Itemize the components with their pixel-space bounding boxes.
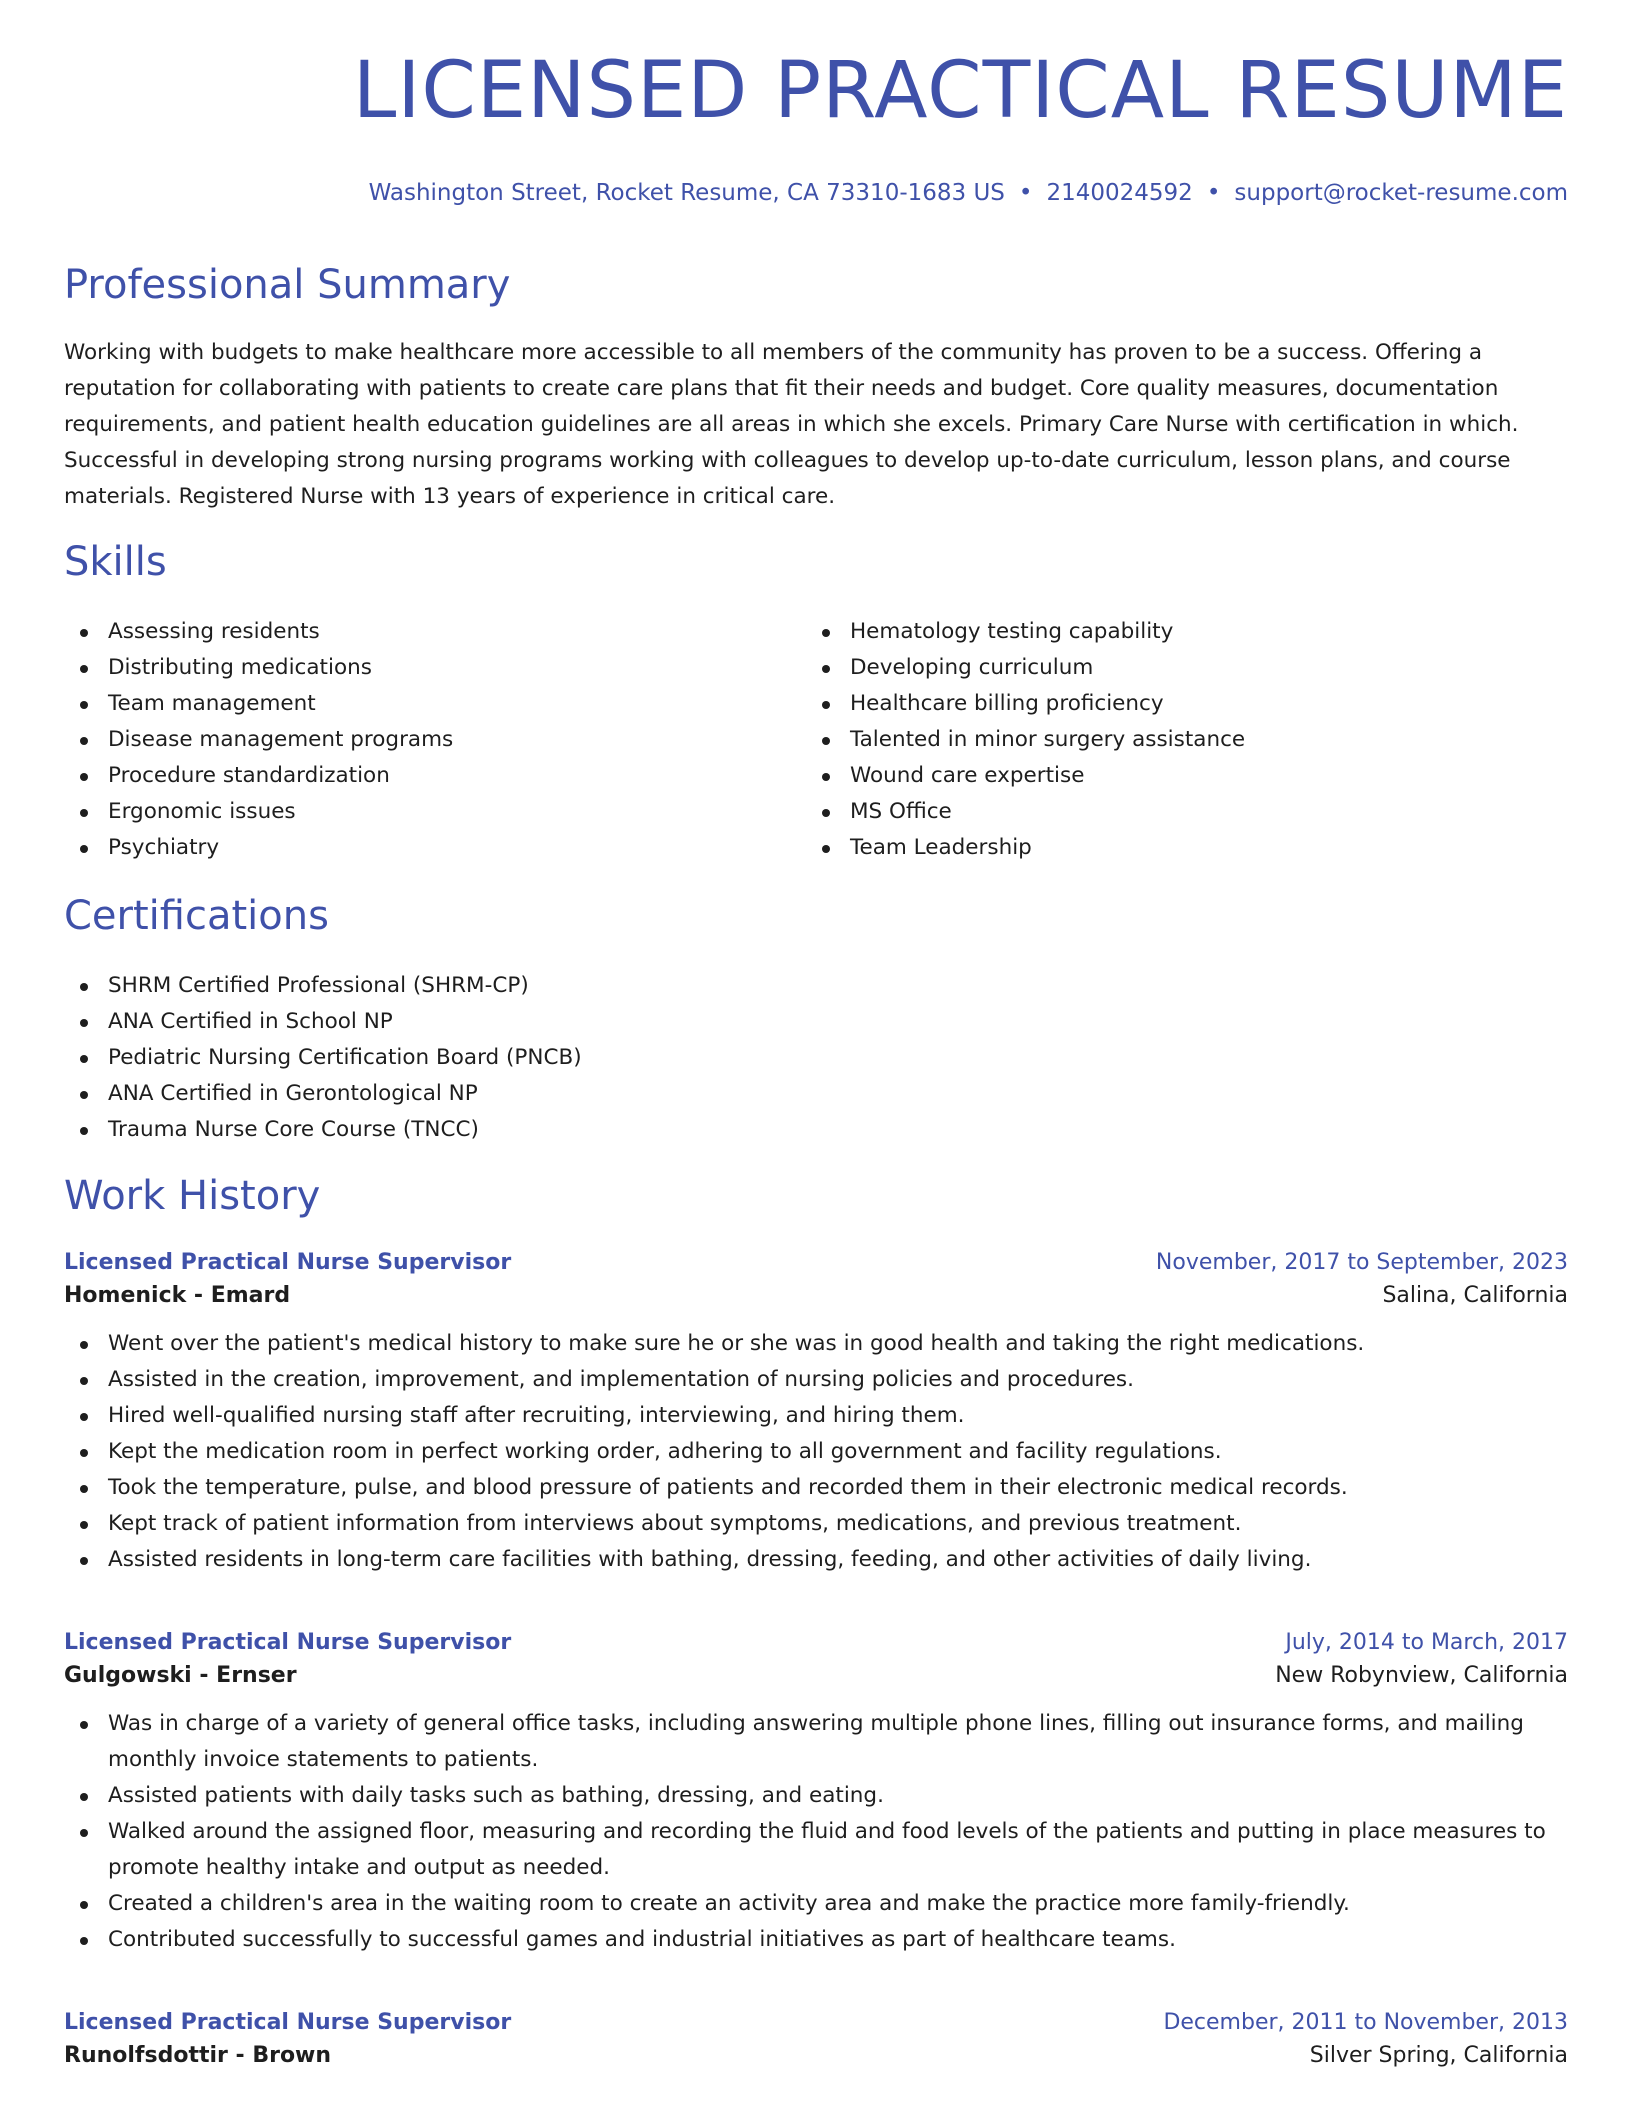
list-item: Procedure standardization: [64, 758, 804, 794]
job-bullets: [64, 1706, 1568, 1958]
list-item: SHRM Certified Professional (SHRM-CP): [64, 968, 1568, 1004]
list-item: Wound care expertise: [806, 758, 1546, 794]
list-item: ANA Certified in School NP: [64, 1004, 1568, 1040]
list-item: ANA Certified in Gerontological NP: [64, 1076, 1568, 1112]
list-item: Assessing residents: [64, 614, 804, 650]
list-item: Trauma Nurse Core Course (TNCC): [64, 1112, 1568, 1148]
list-item: Psychiatry: [64, 830, 804, 866]
list-item: Talented in minor surgery assistance: [806, 722, 1546, 758]
skills-left-list: [64, 614, 804, 866]
list-item: Hematology testing capability: [806, 614, 1546, 650]
job-entry: [64, 1630, 1568, 1958]
contact-address: Washington Street, Rocket Resume, CA 73310-1683 US: [368, 180, 1005, 206]
list-item: Contributed successfully to successful games and industrial initiatives as part of healthcare teams.: [64, 1922, 1568, 1958]
job-bullets: [64, 1326, 1568, 1578]
job-company: Runolfsdottir - Brown: [64, 2043, 332, 2068]
list-item: Team Leadership: [806, 830, 1546, 866]
job-title: Licensed Practical Nurse Supervisor: [64, 2010, 512, 2035]
job-dates: July, 2014 to March, 2017: [1285, 1630, 1568, 1655]
job-company: Gulgowski - Ernser: [64, 1663, 297, 1688]
job-header-row: [64, 1630, 1568, 1655]
job-company: Homenick - Emard: [64, 1283, 291, 1308]
list-item: MS Office: [806, 794, 1546, 830]
skills-right-list: [806, 614, 1546, 866]
job-header-row: [64, 1250, 1568, 1275]
summary-text: Working with budgets to make healthcare more accessible to all members of the community has proven to be a success. Offering a reputation for collaborating with patients to create care plans that fit their needs and budget. Core quality measures, documentation requirements, and patient health education guidelines are all areas in which she excels. Primary Care Nurse with certification in which. Successful in developing strong nursing programs working with colleagues to develop up-to-date curriculum, lesson plans, and course materials. Registered Nurse with 13 years of experience in critical care.: [64, 340, 1519, 509]
list-item: Distributing medications: [64, 650, 804, 686]
list-item: Walked around the assigned floor, measuring and recording the fluid and food levels of the patients and putting in place measures to promote healthy intake and output as needed.: [64, 1814, 1568, 1886]
resume-title: LICENSED PRACTICAL RESUME: [352, 46, 1568, 136]
list-item: Went over the patient's medical history to make sure he or she was in good health and taking the right medications.: [64, 1326, 1568, 1362]
contact-separator: •: [1206, 180, 1221, 206]
job-location: New Robynview, California: [1275, 1663, 1568, 1688]
list-item: Hired well-qualified nursing staff after recruiting, interviewing, and hiring them.: [64, 1398, 1568, 1434]
job-title: Licensed Practical Nurse Supervisor: [64, 1630, 512, 1655]
skills-left-column: [64, 614, 804, 866]
list-item: Kept track of patient information from interviews about symptoms, medications, and previous treatment.: [64, 1506, 1568, 1542]
list-item: Pediatric Nursing Certification Board (PNCB): [64, 1040, 1568, 1076]
job-entry: [64, 1250, 1568, 1578]
list-item: Assisted in the creation, improvement, and implementation of nursing policies and procedures.: [64, 1362, 1568, 1398]
job-company-row: [64, 2043, 1568, 2068]
skills-right-column: [806, 614, 1546, 866]
list-item: Was in charge of a variety of general office tasks, including answering multiple phone lines, filling out insurance forms, and mailing monthly invoice statements to patients.: [64, 1706, 1568, 1778]
list-item: Team management: [64, 686, 804, 722]
list-item: Took the temperature, pulse, and blood pressure of patients and recorded them in their electronic medical records.: [64, 1470, 1568, 1506]
contact-separator: •: [1018, 180, 1033, 206]
job-title: Licensed Practical Nurse Supervisor: [64, 1250, 512, 1275]
list-item: Assisted residents in long-term care facilities with bathing, dressing, feeding, and other activities of daily living.: [64, 1542, 1568, 1578]
skills-heading: Skills: [64, 539, 167, 585]
list-item: Disease management programs: [64, 722, 804, 758]
job-dates: November, 2017 to September, 2023: [1155, 1250, 1568, 1275]
contact-email: support@rocket-resume.com: [1234, 180, 1568, 206]
job-company-row: [64, 1663, 1568, 1688]
job-location: Silver Spring, California: [1309, 2043, 1568, 2068]
list-item: Created a children's area in the waiting room to create an activity area and make the practice more family-friendly.: [64, 1886, 1568, 1922]
list-item: Healthcare billing proficiency: [806, 686, 1546, 722]
job-header-row: [64, 2010, 1568, 2035]
certifications-list: [64, 968, 1568, 1148]
job-location: Salina, California: [1382, 1283, 1568, 1308]
summary-heading: Professional Summary: [64, 262, 511, 308]
contact-phone: 2140024592: [1046, 180, 1193, 206]
list-item: Kept the medication room in perfect working order, adhering to all government and facility regulations.: [64, 1434, 1568, 1470]
list-item: Assisted patients with daily tasks such as bathing, dressing, and eating.: [64, 1778, 1568, 1814]
job-company-row: [64, 1283, 1568, 1308]
list-item: Developing curriculum: [806, 650, 1546, 686]
job-dates: December, 2011 to November, 2013: [1163, 2010, 1568, 2035]
work-history-heading: Work History: [64, 1173, 321, 1219]
list-item: Ergonomic issues: [64, 794, 804, 830]
contact-line: [369, 180, 1568, 206]
certifications-heading: Certifications: [64, 893, 329, 939]
job-entry: [64, 2010, 1568, 2068]
certifications-section: [64, 968, 1568, 1148]
